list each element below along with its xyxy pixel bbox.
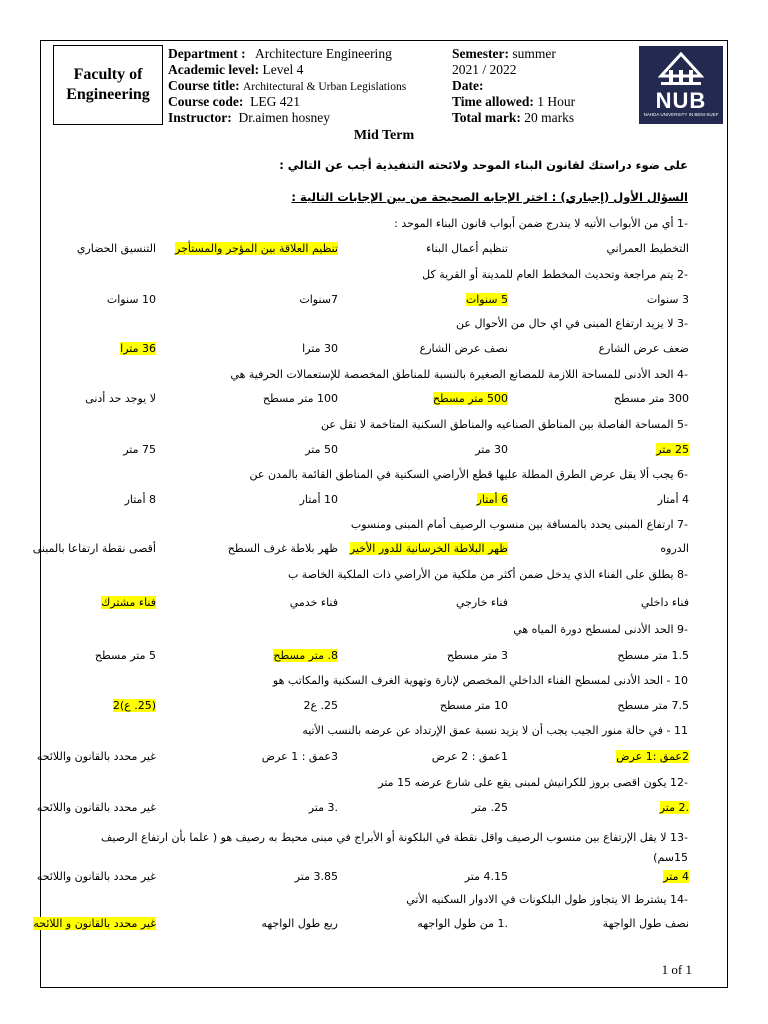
question-1: -1 أي من الأبواب الأتيه لا يندرج ضمن أبواب قانون البناء الموحد : [394, 217, 688, 230]
question-7-option-3: ظهر بلاطة غرف السطح [227, 542, 338, 555]
question-11-option-4: غير محدد بالقانون واللائحه [36, 750, 156, 763]
question-9: -9 الحد الأدنى لمسطح دورة المياه هي [513, 623, 688, 636]
question-4-option-3: 100 متر مسطح [262, 392, 338, 405]
question-11-option-3: 3عمق : 1 عرض [261, 750, 338, 763]
section-heading: السؤال الأول (إجباري) : اختر الإجابه الصحيحة من بين الإجابات التالية : [291, 190, 688, 204]
question-12-option-2: 25. متر [471, 801, 508, 814]
question-11-option-2: 1عمق : 2 عرض [431, 750, 508, 763]
page-number: 1 of 1 [661, 962, 692, 977]
question-8: -8 يطلق على الفناء الذي يدخل ضمن أكثر من ملكية من الأراضي ذات الملكية الخاصة ب [287, 568, 688, 581]
total-line: Total mark: 20 marks [452, 110, 575, 125]
question-7-option-4: أقصى نقطة ارتفاعا بالمبنى [32, 542, 156, 555]
question-2-option-4: 10 سنوات [106, 293, 156, 306]
question-7-option-2: ظهر البلاطة الخرسانية للدور الأخير [349, 542, 508, 555]
question-6-option-3: 10 أمتار [299, 493, 338, 506]
logo-subtext: NAHDA UNIVERSITY IN BENI-SUEF [643, 112, 719, 117]
question-1-option-1: التخطيط العمراني [606, 242, 689, 255]
question-10-option-1: 7.5 متر مسطح [617, 699, 689, 712]
question-9-option-4: 5 متر مسطح [94, 649, 156, 662]
question-13-option-1: 4 متر [663, 870, 689, 883]
question-6-option-1: 4 أمتار [657, 493, 689, 506]
question-7-option-1: الدروه [660, 542, 689, 555]
question-3-option-3: 30 مترا [302, 342, 338, 355]
question-6-option-4: 8 أمتار [124, 493, 156, 506]
question-14-option-4: غير محدد بالقانون و اللائحه [33, 917, 156, 930]
level-line: Academic level: Level 4 [168, 62, 304, 77]
question-8-option-1: فناء داخلي [640, 596, 689, 609]
exam-title: Mid Term [353, 128, 415, 143]
question-6: -6 يجب ألا يقل عرض الطرق المطلة عليها قطع الأراضي السكنية في المناطق القائمة بالمدن عن [249, 468, 688, 481]
question-14-option-1: نصف طول الواجهة [602, 917, 689, 930]
course-title-line: Course title: Architectural & Urban Legislations [168, 78, 407, 93]
question-2: -2 يتم مراجعة وتحديث المخطط العام للمدينة أو القرية كل [422, 268, 688, 281]
question-10-option-3: 25. ع2 [303, 699, 338, 712]
header [41, 41, 727, 127]
faculty-box: Faculty of Engineering [53, 45, 163, 125]
question-14: -14 يشترط الا يتجاوز طول البلكونات في الادوار السكنيه الأتي [406, 893, 688, 906]
intro-text: على ضوء دراستك لقانون البناء الموحد ولائحته التنفيذية أجب عن التالي : [279, 158, 688, 172]
question-13: -13 لا يقل الإرتفاع بين منسوب الرصيف واقل نقطة في البلكونة أو الأبراج في مبنى محيط به رصيف هو ( علما بأن ارتفاع الرصيف 15سم) [101, 831, 688, 864]
question-11-option-1: 2عمق :1 عرض [616, 750, 689, 763]
question-10-option-2: 10 متر مسطح [439, 699, 508, 712]
question-9-option-2: 3 متر مسطح [446, 649, 508, 662]
question-11: 11 - في حالة منور الجيب يجب أن لا يزيد نسبة عمق الإرتداد عن عرضه بالنسب الأتيه [302, 724, 688, 737]
question-3-option-1: ضعف عرض الشارع [598, 342, 689, 355]
question-2-option-1: 3 سنوات [646, 293, 689, 306]
question-10-option-4: (25. ع)2 [112, 699, 156, 712]
question-8-option-3: فناء خدمي [289, 596, 338, 609]
instructor-line: Instructor: Dr.aimen hosney [168, 110, 330, 125]
question-5: -5 المساحة الفاصلة بين المناطق الصناعيه والمناطق السكنية المتاخمة لا تقل عن [321, 418, 688, 431]
question-2-option-3: 7سنوات [299, 293, 338, 306]
question-5-option-1: 25 متر [656, 443, 689, 456]
question-3-option-4: 36 مترا [120, 342, 156, 355]
question-4-option-4: لا يوجد حد أدنى [85, 392, 156, 405]
question-4-option-1: 300 متر مسطح [613, 392, 689, 405]
logo-text: NUB [655, 88, 707, 113]
question-1-option-2: تنظيم أعمال البناء [426, 242, 508, 255]
question-14-option-2: .1 من طول الواجهه [417, 917, 508, 930]
question-1-option-4: التنسيق الحضاري [76, 242, 156, 255]
date-line: Date: [452, 78, 484, 93]
question-5-option-3: 50 متر [305, 443, 338, 456]
question-2-option-2: 5 سنوات [465, 293, 508, 306]
question-9-option-3: 8. متر مسطح [273, 649, 338, 662]
time-line: Time allowed: 1 Hour [452, 94, 576, 109]
question-4: -4 الحد الأدنى للمساحة اللازمة للمصانع الصغيرة بالنسبة للمناطق المخصصة للإستعمالات الحرفية هي [230, 368, 688, 381]
question-13-option-3: 3.85 متر [294, 870, 338, 883]
building-icon [639, 46, 723, 90]
university-logo [639, 46, 723, 124]
question-12-option-4: غير محدد بالقانون واللائحه [36, 801, 156, 814]
department-line: Department : Architecture Engineering [168, 46, 392, 61]
question-9-option-1: 1.5 متر مسطح [617, 649, 689, 662]
question-13-option-4: غير محدد بالقانون واللائحه [36, 870, 156, 883]
question-13-option-2: 4.15 متر [464, 870, 508, 883]
question-5-option-4: 75 متر [123, 443, 156, 456]
question-3-option-2: نصف عرض الشارع [419, 342, 508, 355]
year-line: 2021 / 2022 [452, 62, 517, 77]
course-code-line: Course code: LEG 421 [168, 94, 300, 109]
question-14-option-3: ربع طول الواجهه [261, 917, 338, 930]
question-8-option-2: فناء خارجي [455, 596, 508, 609]
question-7: -7 ارتفاع المبنى يحدد بالمسافة بين منسوب الرصيف أمام المبنى ومنسوب [350, 518, 688, 531]
semester-line: Semester: summer [452, 46, 556, 61]
question-4-option-2: 500 متر مسطح [432, 392, 508, 405]
question-12: -12 يكون اقصى بروز للكرانيش لمبنى يقع على شارع عرضه 15 متر [378, 776, 688, 789]
question-5-option-2: 30 متر [475, 443, 508, 456]
question-3: -3 لا يزيد ارتفاع المبنى في اي حال من الأحوال عن [456, 317, 688, 330]
question-10: 10 - الحد الأدنى لمسطح الفناء الداخلي المخصص لإنارة وتهوية الغرف السكنية والمكاتب هو [272, 674, 688, 687]
question-12-option-1: .2 متر [659, 801, 689, 814]
question-1-option-3: تنظيم العلاقة بين المؤجر والمستأجر [175, 242, 338, 255]
question-6-option-2: 6 أمتار [476, 493, 508, 506]
question-8-option-4: فناء مشترك [101, 596, 156, 609]
question-12-option-3: .3 متر [308, 801, 338, 814]
